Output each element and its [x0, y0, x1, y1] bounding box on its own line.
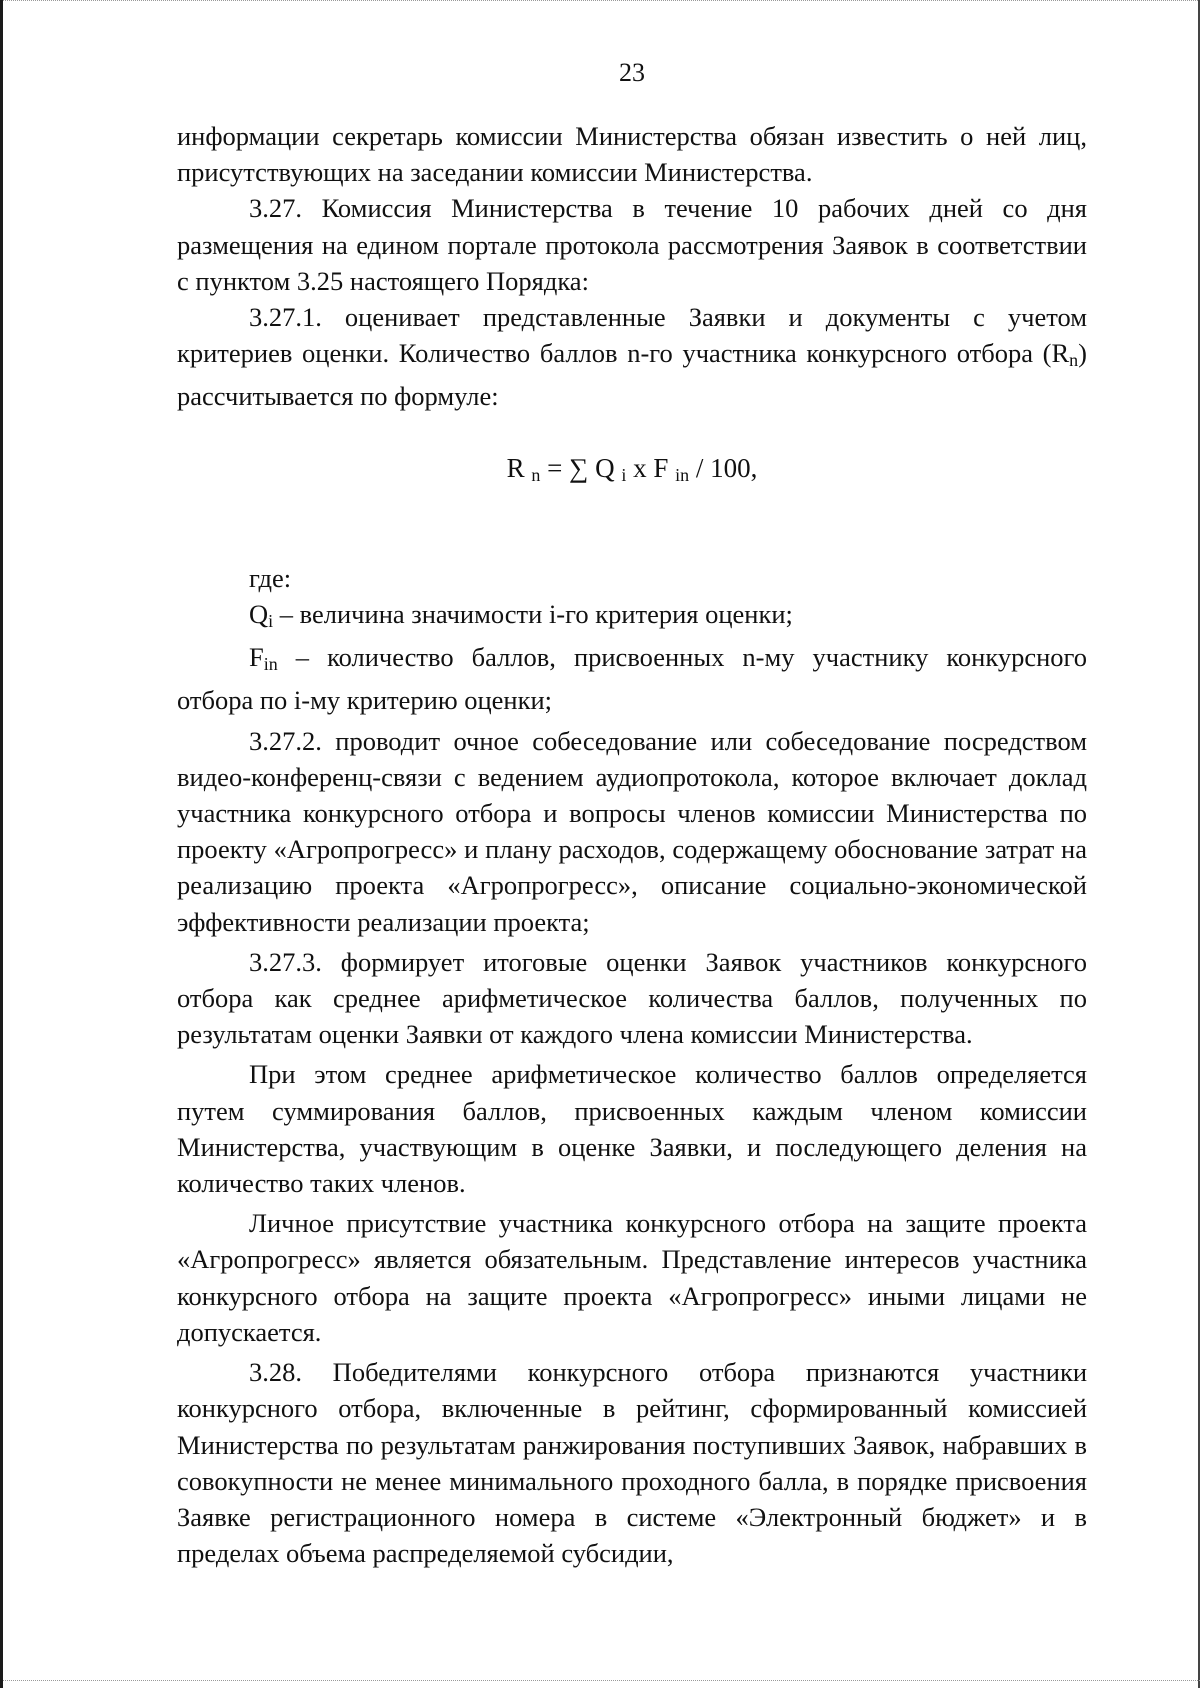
paragraph-continuation: информации секретарь комиссии Министерства обязан известить о ней лиц, присутствующих на заседании комиссии Министерства. [177, 121, 1087, 188]
paragraph-presence: Личное присутствие участника конкурсного отбора на защите проекта «Агропрогресс» является обязательным. Представление интересов участника конкурсного отбора на защите проекта «Агропрогресс» иными лицами не допускается. [177, 1208, 1087, 1347]
paragraph-3-27-3: 3.27.3. формирует итоговые оценки Заявок участников конкурсного отбора как среднее арифметическое количества баллов, полученных по результатам оценки Заявки от каждого члена комиссии Министерства. [177, 946, 1087, 1050]
q-symbol: Q [249, 599, 269, 630]
f-definition: – количество баллов, присвоенных n-му участнику конкурсного отбора по i-му критерию оценки; [177, 642, 1087, 716]
rn-subscript: n [1069, 350, 1079, 371]
paragraph-3-27-2: 3.27.2. проводит очное собеседование или собеседование посредством видео-конференц-связи с ведением аудиопротокола, которое включает доклад участника конкурсного отбора и вопросы членов комиссии Министерства по проекту «Агропрогресс» и плану расходов, содержащему обоснование затрат на реализацию проекта «Агропрогресс», описание социально-экономической эффективности реализации проекта; [177, 725, 1087, 937]
formula [177, 450, 1087, 493]
formula-mid: = ∑ Q [540, 452, 615, 483]
definition-f [177, 639, 1087, 718]
formula-tail: / 100, [689, 452, 758, 483]
paragraph-3-27-1-tail: ) рассчитывается по формуле: [177, 338, 1087, 412]
paragraph-average: При этом среднее арифметическое количество баллов определяется путем суммирования баллов, присвоенных каждым членом комиссии Министерства, участвующим в оценке Заявки, и последующего деления на количество таких членов. [177, 1059, 1087, 1199]
formula-r: R [506, 452, 525, 483]
formula-x: x F [626, 452, 669, 483]
document-body [177, 118, 1087, 1571]
scan-edge-top [3, 0, 1200, 2]
f-symbol: F [249, 642, 264, 673]
formula-f-sub: in [675, 464, 690, 485]
formula-r-sub: n [531, 464, 541, 485]
scan-edge-bottom [3, 1680, 1200, 1682]
f-subscript: in [263, 654, 278, 675]
q-subscript: i [268, 611, 274, 632]
paragraph-3-27-1 [177, 299, 1087, 415]
paragraph-3-28: 3.28. Победителями конкурсного отбора признаются участники конкурсного отбора, включенные в рейтинг, сформированный комиссией Министерства по результатам ранжирования поступивших Заявок, набравших в совокупности не менее минимального проходного балла, в порядке присвоения Заявке регистрационного номера в системе «Электронный бюджет» и в пределах объема распределяемой субсидии, [177, 1357, 1087, 1569]
formula-q-sub: i [621, 464, 627, 485]
page-number: 23 [619, 58, 645, 87]
where-label: где: [249, 562, 292, 593]
paragraph-3-27: 3.27. Комиссия Министерства в течение 10 рабочих дней со дня размещения на едином портале протокола рассмотрения Заявок в соответствии с пунктом 3.25 настоящего Порядка: [177, 193, 1087, 296]
paragraph-3-27-1-lead: 3.27.1. оценивает представленные Заявки и документы с учетом критериев оценки. Количество баллов n-го участника конкурсного отбора (R [177, 302, 1087, 369]
q-definition: – величина значимости i-го критерия оценки; [273, 599, 793, 630]
definition-q [177, 596, 1087, 639]
